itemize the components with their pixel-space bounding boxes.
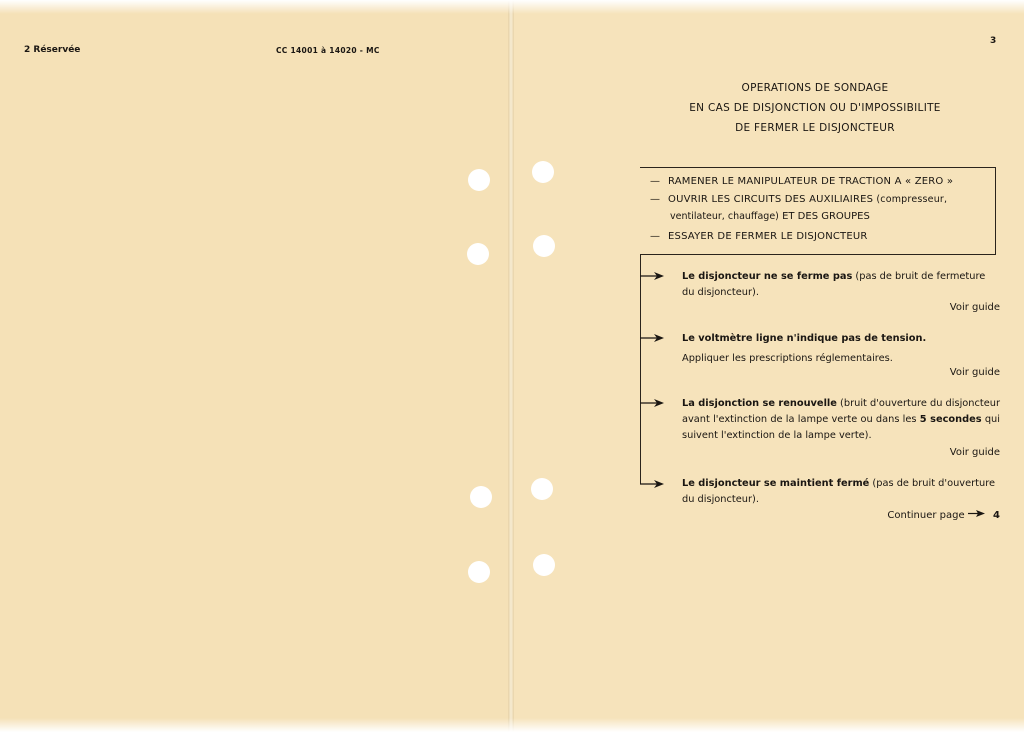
arrow-icon <box>640 479 666 489</box>
punch-hole <box>468 561 490 583</box>
punch-hole <box>533 554 555 576</box>
page-gutter <box>508 0 514 732</box>
flow-line <box>640 255 641 484</box>
arrow-icon <box>640 333 666 343</box>
case-3-text: La disjonction se renouvelle (bruit d'ouverture du disjoncteur avant l'extinction de la lampe verte ou dans les 5 secondes qui suivent l'extinction de la lampe verte). <box>682 398 1000 441</box>
case-2-text: Le voltmètre ligne n'indique pas de tension. <box>682 333 927 344</box>
title-line-1: OPERATIONS DE SONDAGE <box>741 82 889 94</box>
case-4-text: Le disjoncteur se maintient fermé (pas de bruit d'ouverture du disjoncteur). <box>682 478 996 505</box>
locomotive-series-header: CC 14001 à 14020 - MC <box>276 46 380 55</box>
title-line-2: EN CAS DE DISJONCTION OU D'IMPOSSIBILITE <box>689 102 941 114</box>
scan-top-edge <box>0 0 1024 14</box>
title-line-3: DE FERMER LE DISJONCTEUR <box>735 122 895 134</box>
punch-hole <box>532 161 554 183</box>
left-page-header: 2 Réservée <box>24 45 81 55</box>
punch-hole <box>531 478 553 500</box>
arrow-icon <box>640 271 666 281</box>
page-number: 3 <box>990 36 997 46</box>
continue-page-link[interactable]: Continuer page 4 <box>887 510 1000 521</box>
punch-hole <box>470 486 492 508</box>
box-line-2-continued: ventilateur, chauffage) ET DES GROUPES <box>670 211 870 222</box>
arrow-icon <box>968 509 986 521</box>
box-line-3: — ESSAYER DE FERMER LE DISJONCTEUR <box>650 231 868 242</box>
left-page <box>0 0 510 732</box>
box-line-1: — RAMENER LE MANIPULATEUR DE TRACTION A « ZERO » <box>650 176 954 187</box>
case-3-action: Voir guide <box>949 447 1000 458</box>
punch-hole <box>467 243 489 265</box>
punch-hole <box>468 169 490 191</box>
case-1-text: Le disjoncteur ne se ferme pas (pas de bruit de fermeture du disjoncteur). <box>682 271 986 298</box>
case-1-action: Voir guide <box>949 302 1000 313</box>
scan-bottom-edge <box>0 718 1024 732</box>
punch-hole <box>533 235 555 257</box>
case-2-action: Voir guide <box>949 367 1000 378</box>
box-line-2: — OUVRIR LES CIRCUITS DES AUXILIAIRES (compresseur, <box>650 194 948 205</box>
arrow-icon <box>640 398 666 408</box>
case-2-instruction: Appliquer les prescriptions réglementaires. <box>682 353 893 364</box>
